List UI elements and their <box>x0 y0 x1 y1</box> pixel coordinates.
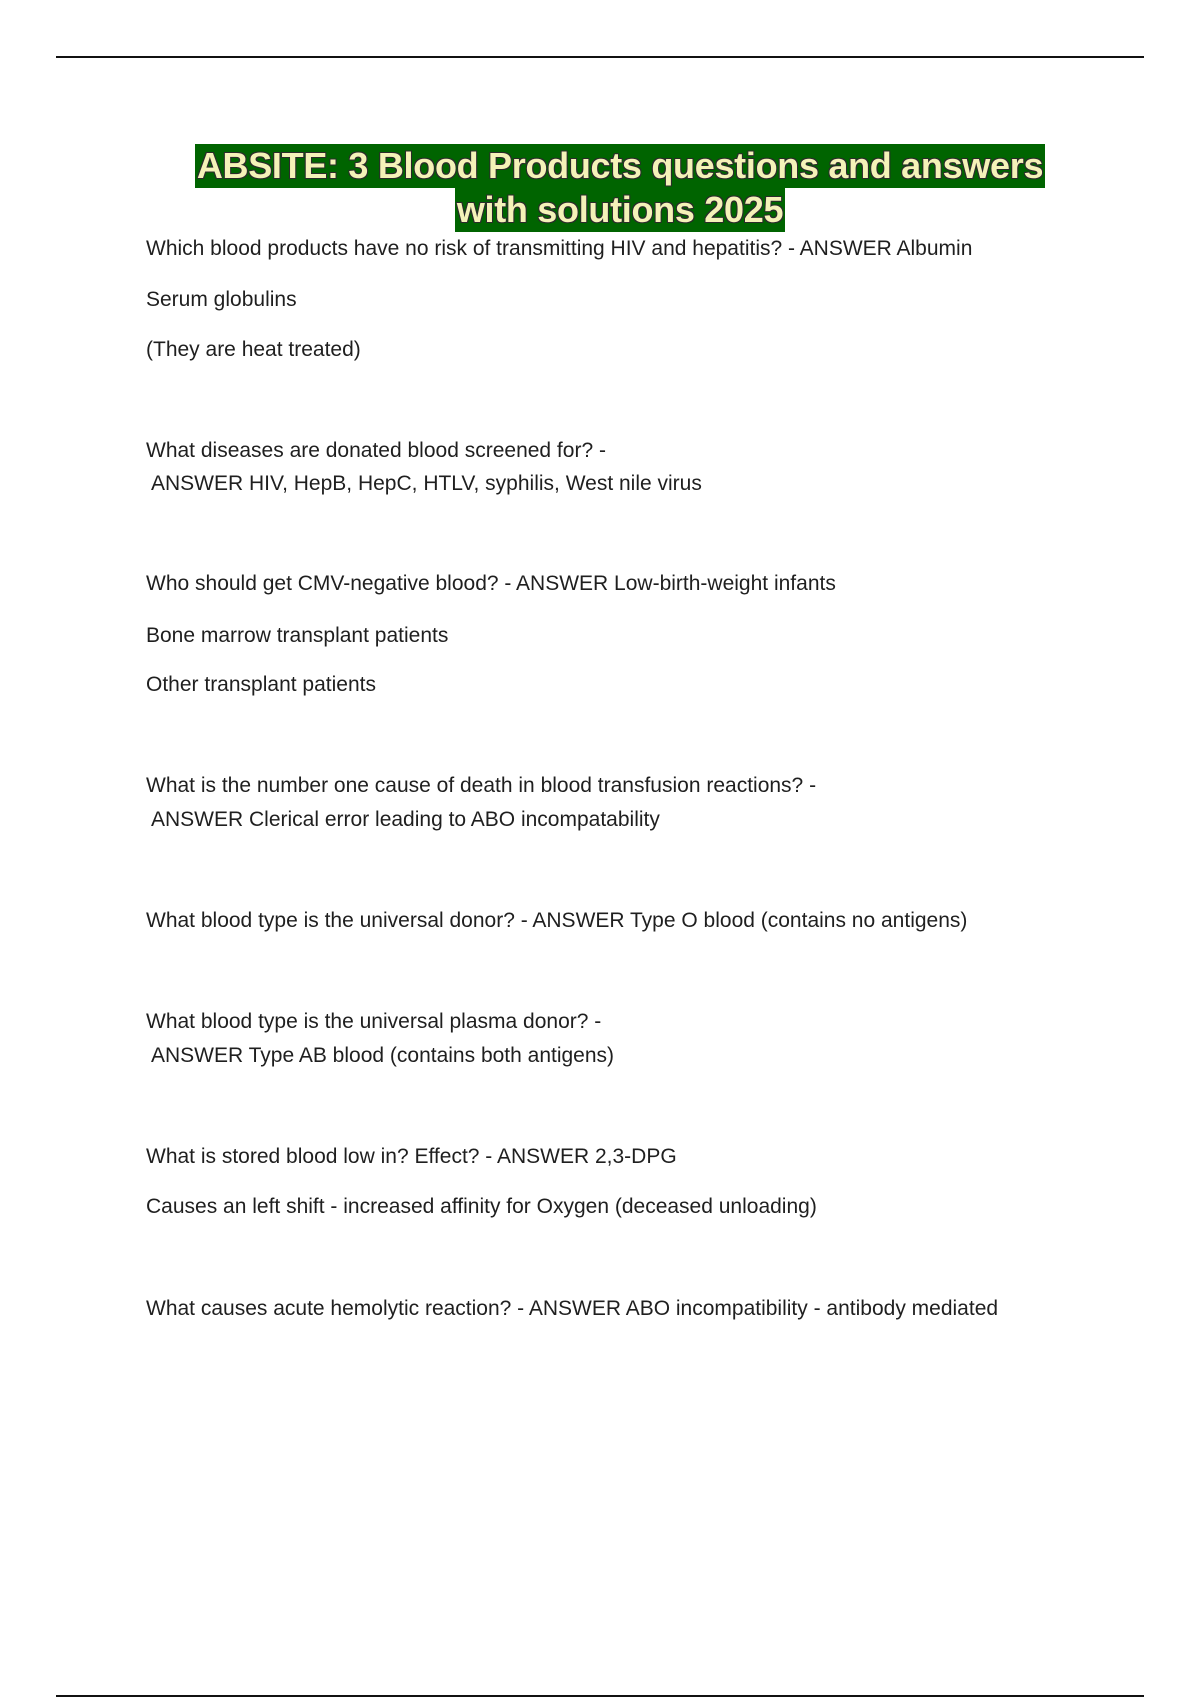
qa-6-question: What blood type is the universal plasma donor? - <box>146 1010 602 1033</box>
title-line-2: with solutions 2025 <box>456 189 784 230</box>
qa-2-question: What diseases are donated blood screened for? - <box>146 439 606 462</box>
bottom-rule <box>56 1695 1144 1697</box>
qa-6-answer: ANSWER Type AB blood (contains both antigens) <box>151 1044 615 1067</box>
qa-1-question: Which blood products have no risk of transmitting HIV and hepatitis? - ANSWER Albumin <box>146 237 973 260</box>
document-title <box>0 144 1200 232</box>
qa-7-answer-line-2: Causes an left shift - increased affinity for Oxygen (deceased unloading) <box>146 1195 817 1218</box>
title-line-1: ABSITE: 3 Blood Products questions and answers <box>196 145 1044 186</box>
qa-2-answer: ANSWER HIV, HepB, HepC, HTLV, syphilis, West nile virus <box>151 472 702 495</box>
top-rule <box>56 56 1144 58</box>
qa-7-question: What is stored blood low in? Effect? - ANSWER 2,3-DPG <box>146 1145 677 1168</box>
qa-8-question: What causes acute hemolytic reaction? - ANSWER ABO incompatibility - antibody mediated <box>146 1297 999 1320</box>
qa-4-answer: ANSWER Clerical error leading to ABO incompatability <box>151 808 660 831</box>
qa-3-answer-line-3: Other transplant patients <box>146 673 376 696</box>
qa-1-answer-line-2: Serum globulins <box>146 288 297 311</box>
qa-3-question: Who should get CMV-negative blood? - ANSWER Low-birth-weight infants <box>146 572 836 595</box>
qa-1-answer-line-3: (They are heat treated) <box>146 338 361 361</box>
qa-5-question: What blood type is the universal donor? - ANSWER Type O blood (contains no antigens) <box>146 909 968 932</box>
qa-3-answer-line-2: Bone marrow transplant patients <box>146 624 449 647</box>
qa-4-question: What is the number one cause of death in blood transfusion reactions? - <box>146 774 817 797</box>
